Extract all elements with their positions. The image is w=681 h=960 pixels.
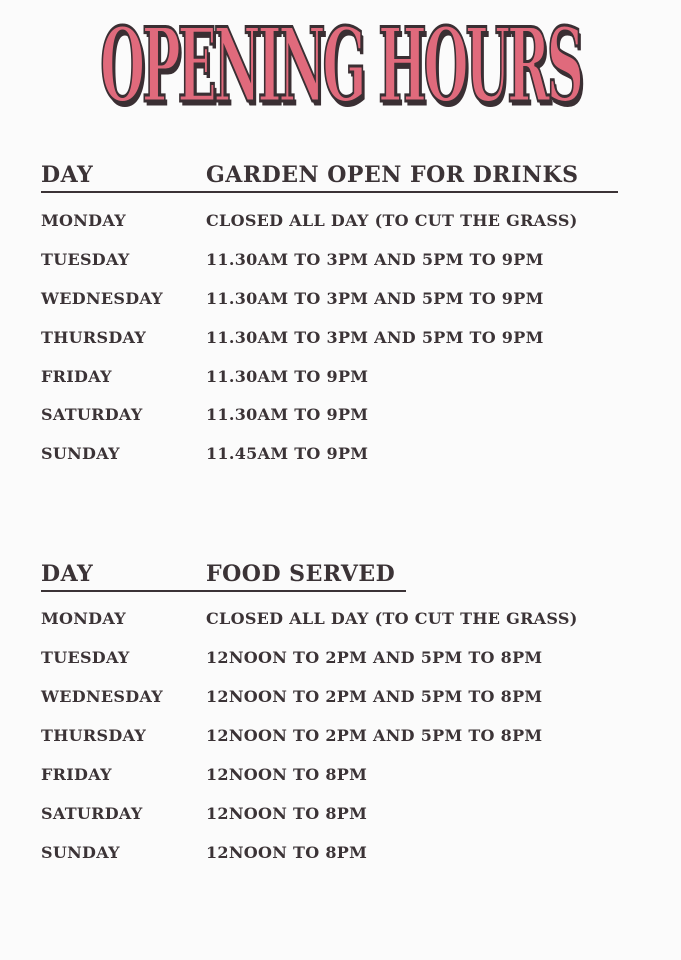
garden-hours: CLOSED ALL DAY (TO CUT THE GRASS) <box>206 211 578 230</box>
garden-heading-rule <box>41 191 618 193</box>
food-row <box>41 724 641 748</box>
food-hours: 12NOON TO 2PM AND 5PM TO 8PM <box>206 648 543 667</box>
garden-day: FRIDAY <box>41 367 112 386</box>
food-hours-heading: FOOD SERVED <box>206 561 396 587</box>
garden-hours: 11.30AM TO 3PM AND 5PM TO 9PM <box>206 250 544 269</box>
garden-row <box>41 365 641 389</box>
food-row <box>41 646 641 670</box>
garden-header-row <box>41 160 641 190</box>
garden-day: THURSDAY <box>41 328 147 347</box>
garden-day: MONDAY <box>41 211 126 230</box>
garden-day: WEDNESDAY <box>41 289 164 308</box>
food-row <box>41 763 641 787</box>
garden-hours: 11.30AM TO 9PM <box>206 367 369 386</box>
garden-row <box>41 209 641 233</box>
food-day: MONDAY <box>41 609 126 628</box>
garden-hours-heading: GARDEN OPEN FOR DRINKS <box>206 162 579 188</box>
garden-row <box>41 403 641 427</box>
page-title: OPENING HOURS <box>100 4 581 126</box>
food-hours: 12NOON TO 2PM AND 5PM TO 8PM <box>206 726 543 745</box>
garden-row <box>41 287 641 311</box>
food-hours: 12NOON TO 8PM <box>206 804 368 823</box>
garden-hours: 11.30AM TO 3PM AND 5PM TO 9PM <box>206 289 544 308</box>
food-hours: 12NOON TO 8PM <box>206 765 368 784</box>
food-section <box>41 559 641 862</box>
garden-day: SATURDAY <box>41 405 143 424</box>
food-day: WEDNESDAY <box>41 687 164 706</box>
food-day: FRIDAY <box>41 765 112 784</box>
garden-row <box>41 442 641 466</box>
food-header-row <box>41 559 641 589</box>
food-row <box>41 802 641 826</box>
food-heading-rule <box>41 590 406 592</box>
garden-day: TUESDAY <box>41 250 130 269</box>
food-row <box>41 685 641 709</box>
garden-row <box>41 248 641 272</box>
food-day: SATURDAY <box>41 804 143 823</box>
food-day: SUNDAY <box>41 843 120 862</box>
food-day: THURSDAY <box>41 726 147 745</box>
food-hours: 12NOON TO 2PM AND 5PM TO 8PM <box>206 687 543 706</box>
food-row <box>41 607 641 631</box>
garden-hours: 11.30AM TO 3PM AND 5PM TO 9PM <box>206 328 544 347</box>
garden-day: SUNDAY <box>41 444 120 463</box>
garden-hours: 11.45AM TO 9PM <box>206 444 369 463</box>
food-row <box>41 841 641 865</box>
garden-hours: 11.30AM TO 9PM <box>206 405 369 424</box>
food-day-heading: DAY <box>41 561 94 587</box>
garden-row <box>41 326 641 350</box>
garden-section <box>41 160 641 463</box>
garden-day-heading: DAY <box>41 162 94 188</box>
food-hours: 12NOON TO 8PM <box>206 843 368 862</box>
food-day: TUESDAY <box>41 648 130 667</box>
food-hours: CLOSED ALL DAY (TO CUT THE GRASS) <box>206 609 578 628</box>
